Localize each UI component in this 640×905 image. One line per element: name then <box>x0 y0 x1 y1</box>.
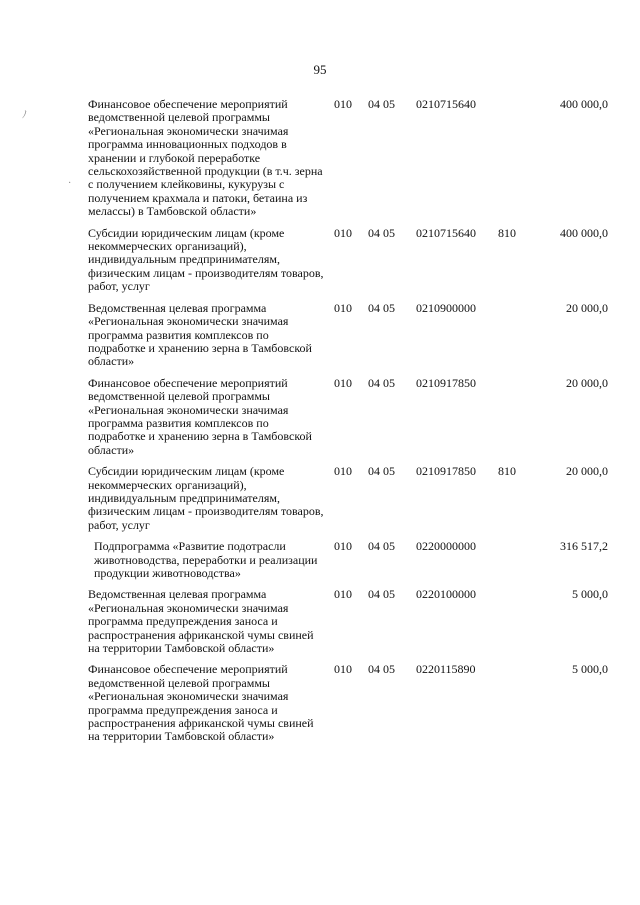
row-target-article: 0220000000 <box>416 539 476 554</box>
row-target-article: 0220100000 <box>416 587 476 602</box>
table-row <box>88 227 608 302</box>
row-sum: 400 000,0 <box>560 97 608 111</box>
row-target-article: 0210917850 <box>416 464 476 479</box>
row-section-code: 04 05 <box>368 587 395 602</box>
row-section-code: 04 05 <box>368 464 395 479</box>
table-row <box>88 540 608 588</box>
table-row <box>88 302 608 377</box>
row-sum: 20 000,0 <box>566 464 608 479</box>
row-expense-type <box>498 302 528 377</box>
row-name: Ведомственная целевая программа «Региональная экономически значимая программа предупреждения заноса и распространения африканской чумы свиней на территории Тамбовской области» <box>88 587 314 656</box>
row-sum: 20 000,0 <box>566 375 608 390</box>
row-grbs-code: 010 <box>334 464 352 479</box>
row-target-article: 0210715640 <box>416 225 476 240</box>
table-row <box>88 663 608 751</box>
row-target-article: 0210900000 <box>416 300 476 315</box>
table-row <box>88 588 608 663</box>
row-section-code: 04 05 <box>368 375 395 390</box>
row-section-code: 04 05 <box>368 300 395 315</box>
row-expense-type <box>498 540 528 588</box>
row-grbs-code: 010 <box>334 225 352 240</box>
row-name: Подпрограмма «Развитие подотрасли животноводства, переработки и реализации продукции животноводства» <box>94 539 318 580</box>
row-sum: 20 000,0 <box>566 300 608 315</box>
row-expense-type <box>498 663 528 751</box>
row-section-code: 04 05 <box>368 662 395 677</box>
row-sum: 5 000,0 <box>572 587 608 602</box>
row-sum: 316 517,2 <box>560 539 608 554</box>
row-section-code: 04 05 <box>368 539 395 554</box>
row-grbs-code: 010 <box>334 662 352 677</box>
row-name: Субсидии юридическим лицам (кроме некоммерческих организаций), индивидуальным предпринимателям, физическим лицам - производителям товаров, работ, услуг <box>88 225 324 294</box>
row-target-article: 0210715640 <box>416 97 476 111</box>
table-row <box>88 98 608 227</box>
scan-mark: ﾉ <box>22 110 27 121</box>
row-name: Финансовое обеспечение мероприятий ведомственной целевой программы «Региональная экономически значимая программа предупреждения заноса и распространения африканской чумы свиней на территории Тамбовской области» <box>88 662 314 744</box>
row-section-code: 04 05 <box>368 97 395 111</box>
budget-table <box>88 98 608 752</box>
row-expense-type: 810 <box>498 225 516 240</box>
row-grbs-code: 010 <box>334 587 352 602</box>
row-grbs-code: 010 <box>334 97 352 111</box>
row-name: Ведомственная целевая программа «Региональная экономически значимая программа развития комплексов по подработке и хранению зерна в Тамбовской области» <box>88 300 312 369</box>
row-target-article: 0210917850 <box>416 375 476 390</box>
row-sum: 400 000,0 <box>560 225 608 240</box>
row-target-article: 0220115890 <box>416 662 476 677</box>
table-row <box>88 377 608 465</box>
page-number: 95 <box>313 62 327 77</box>
row-expense-type <box>498 588 528 663</box>
row-name: Финансовое обеспечение мероприятий ведомственной целевой программы «Региональная экономически значимая программа развития комплексов по подработке и хранению зерна в Тамбовской области» <box>88 375 312 457</box>
row-expense-type: 810 <box>498 464 516 479</box>
table-row <box>88 465 608 540</box>
row-name: Субсидии юридическим лицам (кроме некоммерческих организаций), индивидуальным предпринимателям, физическим лицам - производителям товаров, работ, услуг <box>88 464 324 532</box>
row-expense-type <box>498 377 528 465</box>
row-name: Финансовое обеспечение мероприятий ведомственной целевой программы «Региональная экономически значимая программа инновационных подходов в хранении и глубокой переработке сельскохозяйственной продукции (в т.ч. зерна с получением клейковины, кукурузы с получением крахмала и патоки, бетаина из мелассы) в Тамбовской области» <box>88 97 323 219</box>
row-expense-type <box>498 98 528 227</box>
row-section-code: 04 05 <box>368 225 395 240</box>
scan-mark: · <box>68 178 72 189</box>
row-grbs-code: 010 <box>334 300 352 315</box>
row-grbs-code: 010 <box>334 539 352 554</box>
row-sum: 5 000,0 <box>572 662 608 677</box>
row-grbs-code: 010 <box>334 375 352 390</box>
